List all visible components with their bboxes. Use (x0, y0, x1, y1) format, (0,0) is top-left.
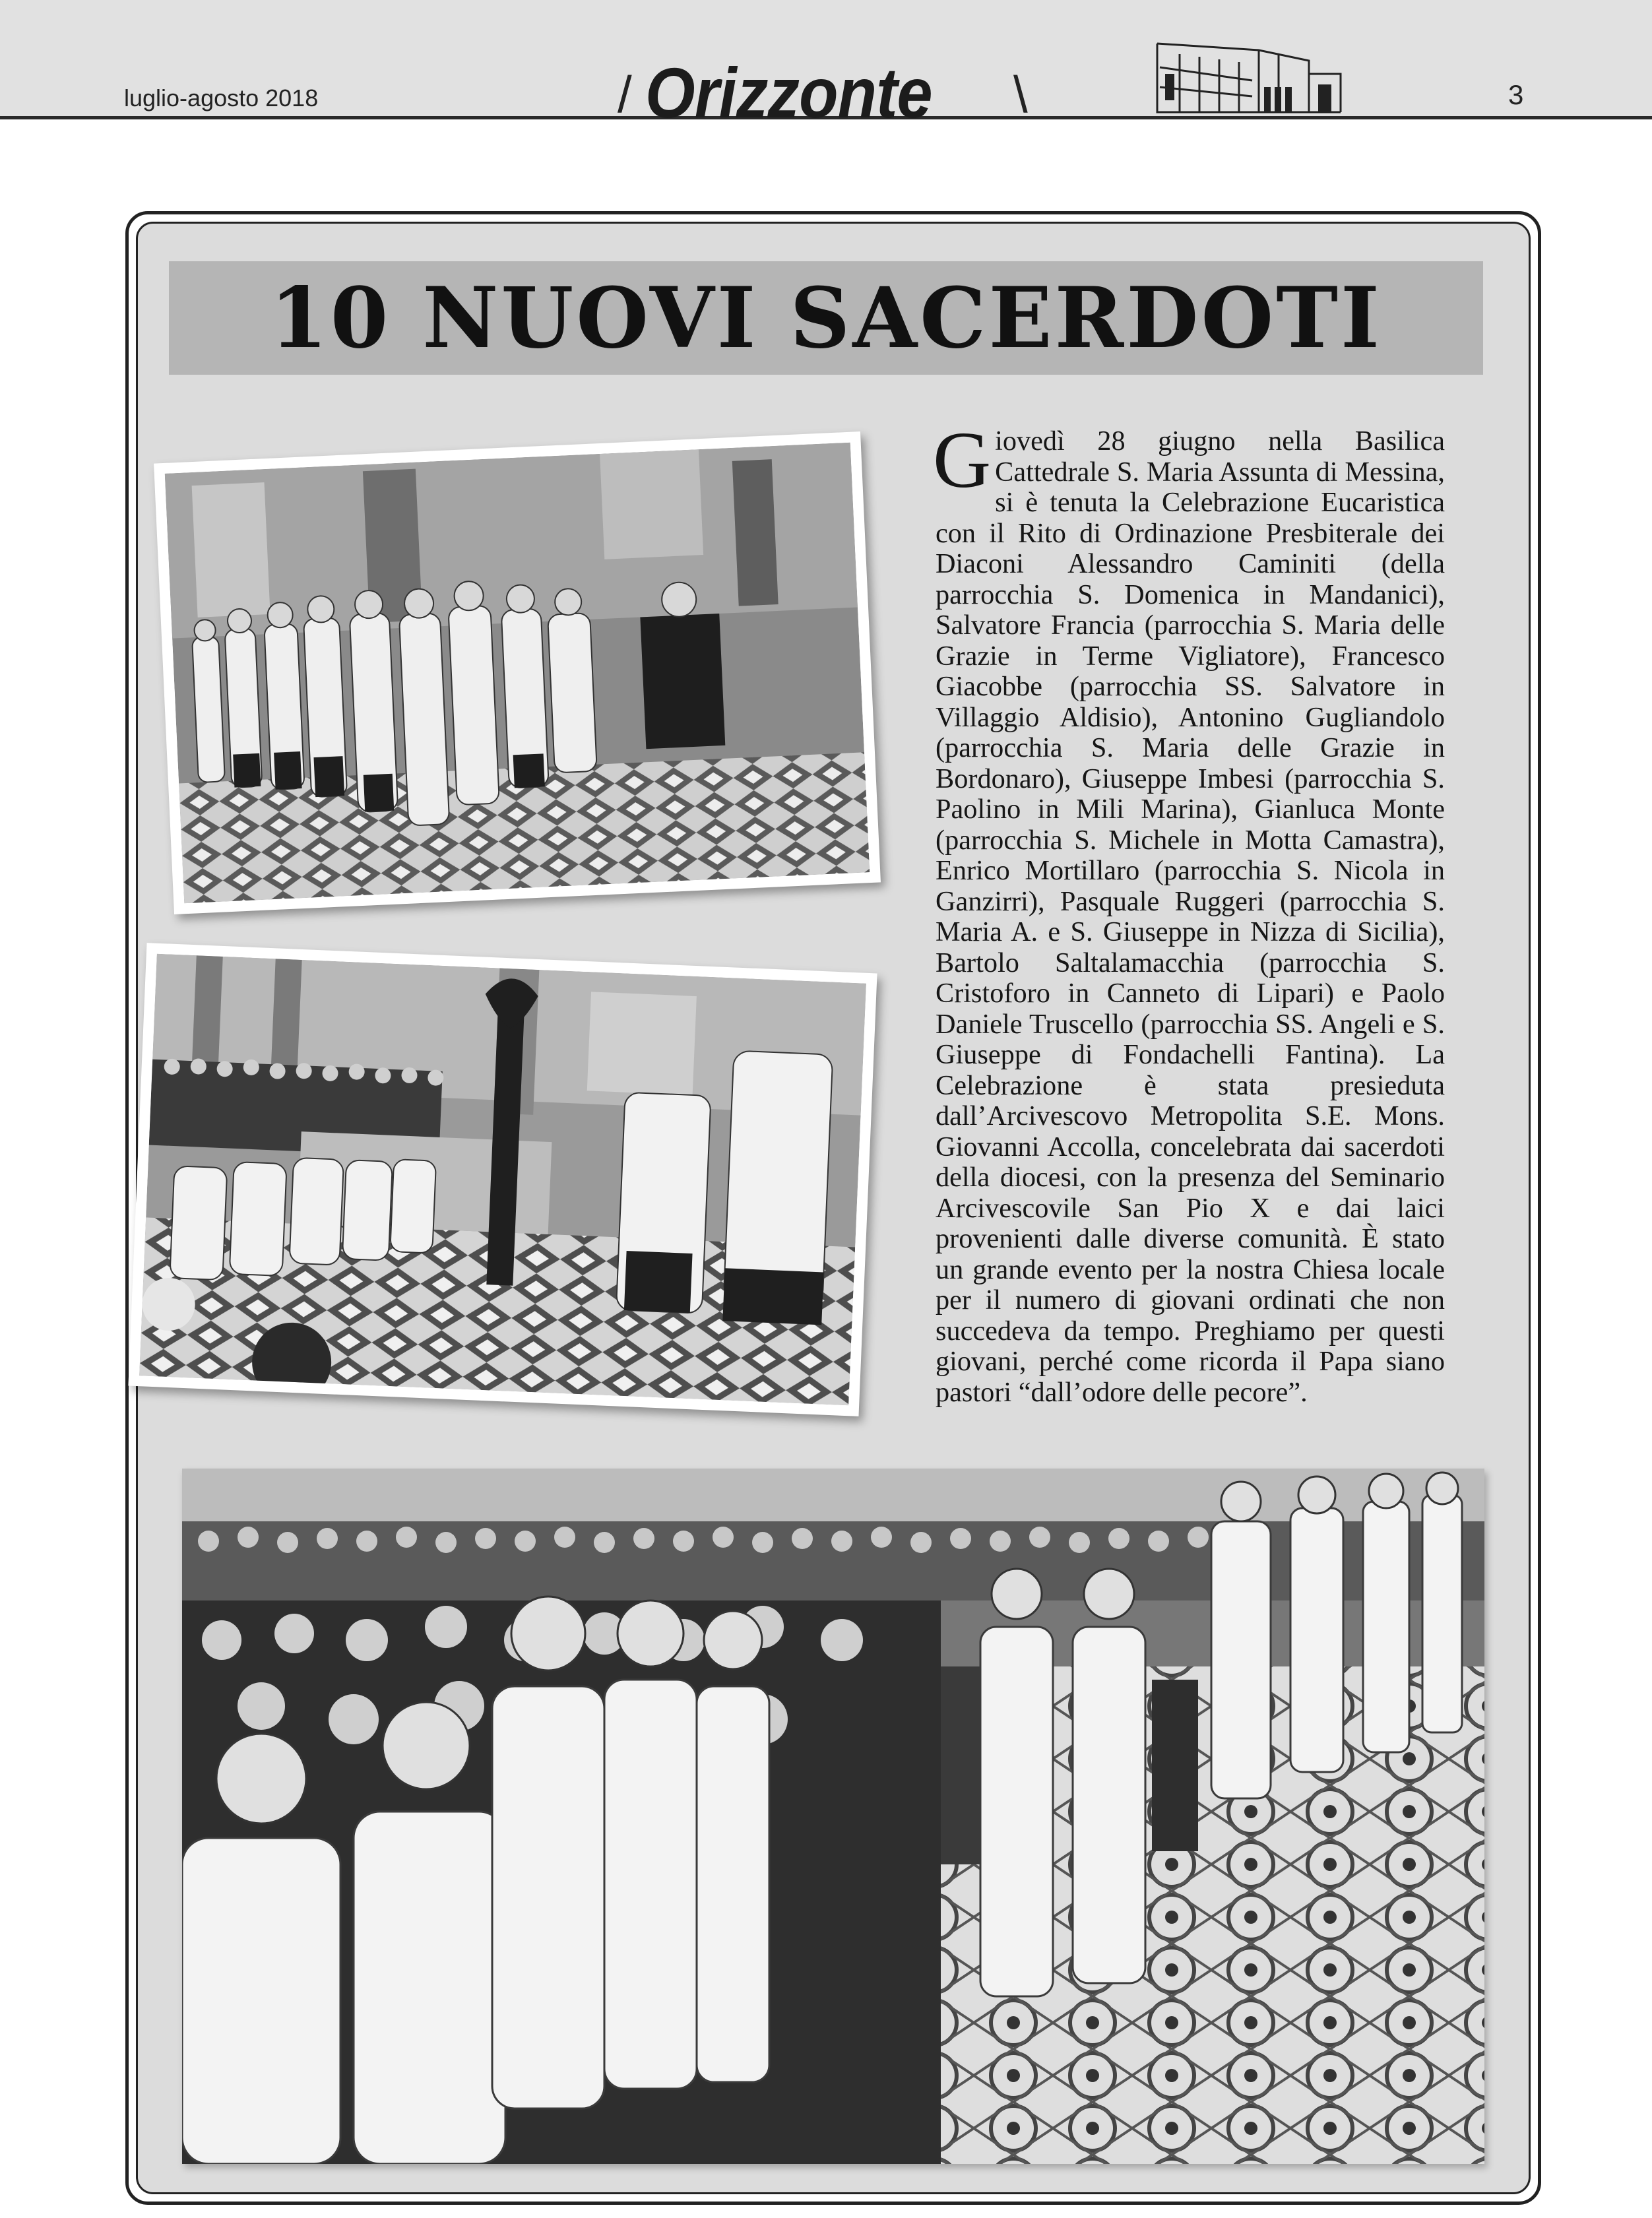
drop-cap: G (933, 416, 992, 505)
page-number: 3 (1508, 79, 1524, 110)
photo-procession (154, 431, 881, 914)
photo-ordinands-kneeling (128, 943, 877, 1416)
issue-date: luglio-agosto 2018 (124, 84, 319, 111)
church-building-icon (1153, 34, 1345, 117)
masthead-title: Orizzonte (645, 53, 932, 133)
masthead-slash-left: / (618, 65, 632, 123)
photo-congregation (182, 1469, 1484, 2164)
article-body-text: iovedì 28 giugno nella Basilica Cattedrale S. Maria Assunta di Messina, si è tenuta la Celebrazione Eucaristica con il Rito di Ordinazione Presbiterale dei Diaconi Alessandro Caminiti (della parrocchia S. Domenica in Mandanici), Salvatore Francia (parrocchia S. Maria delle Grazie in Terme Vigliatore), Francesco Giacobbe (parrocchia SS. Salvatore in Villaggio Aldisio), Antonino Gugliandolo (parrocchia S. Maria delle Grazie in Bordonaro), Giuseppe Imbesi (parrocchia S. Paolino in Mili Marina), Gianluca Monte (parrocchia S. Michele in Motta Camastra), Enrico Mortillaro (parrocchia S. Nicola in Ganzirri), Pasquale Ruggeri (parrocchia S. Maria A. e S. Giuseppe in Nizza di Sicilia), Bartolo Saltalamacchia (parrocchia S. Cristoforo in Canneto di Lipari) e Paolo Daniele Truscello (parrocchia SS. Angeli e S. Giuseppe di Fondachelli Fantina). La Celebrazione è stata presieduta dall’Arcivescovo Metropolita S.E. Mons. Giovanni Accolla, concelebrata dai sacerdoti della diocesi, con la presenza del Seminario Arcivescovile San Pio X e dai laici provenienti dalle diverse comunità. È stato un grande evento per la nostra Chiesa locale per il numero di giovani ordinati che non succedeva da tempo. Preghiamo per questi giovani, perché come ricorda il Papa siano pastori “dall’odore delle pecore”. (936, 426, 1445, 1408)
article-headline: 10 NUOVI SACERDOTI (270, 269, 1382, 367)
masthead-slash-right: \ (1013, 65, 1028, 123)
article-body (933, 416, 1445, 1408)
